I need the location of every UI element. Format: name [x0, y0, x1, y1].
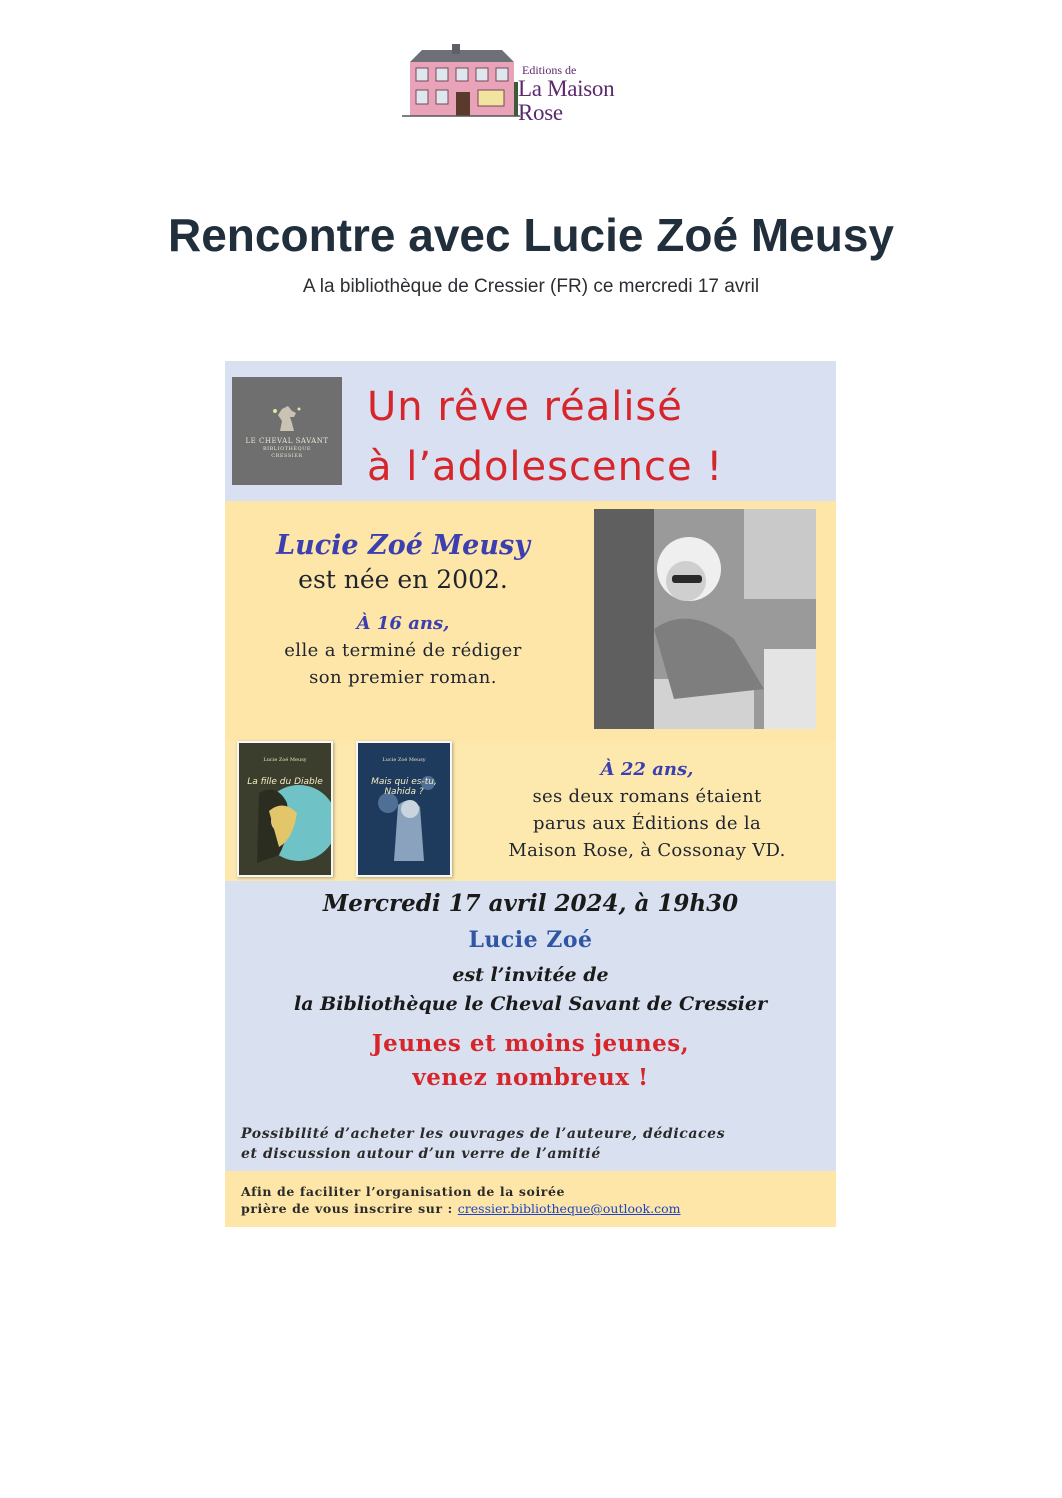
- host-library-name: la Bibliothèque le Cheval Savant de Cressier: [294, 993, 767, 1015]
- book-cover-1: [237, 741, 333, 877]
- footer-line2: prière de vous inscrire sur :: [241, 1201, 458, 1216]
- publisher-brand: [518, 64, 664, 125]
- publisher-brand-small: Editions de: [522, 63, 577, 77]
- pub-line3: Maison Rose, à Cossonay VD.: [508, 840, 786, 861]
- event-date: Mercredi 17 avril 2024, à 19h30: [322, 890, 739, 917]
- library-logo-line2: BIBLIOTHÈQUE: [262, 446, 312, 452]
- author-name: Lucie Zoé Meusy: [276, 530, 530, 561]
- call-line1: Jeunes et moins jeunes,: [371, 1030, 690, 1057]
- author-born: est née en 2002.: [298, 565, 508, 594]
- footer-line2-wrap: [241, 1200, 821, 1217]
- possibility-line2: et discussion autour d’un verre de l’amitié: [241, 1146, 601, 1162]
- author-intro: [233, 529, 573, 691]
- age-16: À 16 ans,: [356, 613, 450, 634]
- guest-of: est l’invitée de: [452, 964, 609, 986]
- headline-line1: Un rêve réalisé: [367, 384, 683, 430]
- pink-house-icon: [402, 42, 520, 120]
- page-subtitle: A la bibliothèque de Cressier (FR) ce mercredi 17 avril: [302, 276, 760, 297]
- horse-icon: [270, 403, 304, 433]
- wrote-line2: son premier roman.: [309, 667, 497, 688]
- publisher-logo: [402, 42, 664, 125]
- pub-line1: ses deux romans étaient: [532, 786, 762, 807]
- pub-line2: parus aux Éditions de la: [533, 813, 761, 834]
- book-cover-2: [356, 741, 452, 877]
- headline-line2: à l’adolescence !: [367, 444, 724, 490]
- library-logo-line1: LE CHEVAL SAVANT: [245, 437, 329, 445]
- publisher-brand-big: La Maison Rose: [518, 76, 615, 125]
- event-details: [225, 889, 836, 1095]
- age-22: À 22 ans,: [600, 759, 694, 780]
- poster-headline: [367, 377, 827, 497]
- registration-note: [241, 1183, 821, 1217]
- book-1-title: La fille du Diable: [247, 777, 323, 787]
- page-title: Rencontre avec Lucie Zoé Meusy: [167, 209, 895, 261]
- book-2-title: Mais qui es-tu, Nahida ?: [371, 777, 437, 797]
- book-2-author: Lucie Zoé Meusy: [382, 757, 426, 763]
- library-logo-line3: CRESSIER: [271, 453, 303, 459]
- registration-email-link[interactable]: cressier.bibliotheque@outlook.com: [457, 1201, 681, 1216]
- guest-name: Lucie Zoé: [468, 927, 593, 953]
- wrote-line1: elle a terminé de rédiger: [284, 640, 522, 661]
- footer-line1: Afin de faciliter l’organisation de la soirée: [241, 1184, 566, 1199]
- call-line2: venez nombreux !: [412, 1064, 649, 1091]
- possibility-line1: Possibilité d’acheter les ouvrages de l’auteure, dédicaces: [241, 1126, 726, 1142]
- possibility-note: [241, 1124, 821, 1164]
- book-1-author: Lucie Zoé Meusy: [263, 757, 307, 763]
- author-photo-image: [594, 509, 816, 729]
- library-logo: [232, 377, 342, 485]
- publication-info: [471, 756, 823, 864]
- author-photo: [594, 509, 816, 729]
- event-poster: [225, 361, 836, 1227]
